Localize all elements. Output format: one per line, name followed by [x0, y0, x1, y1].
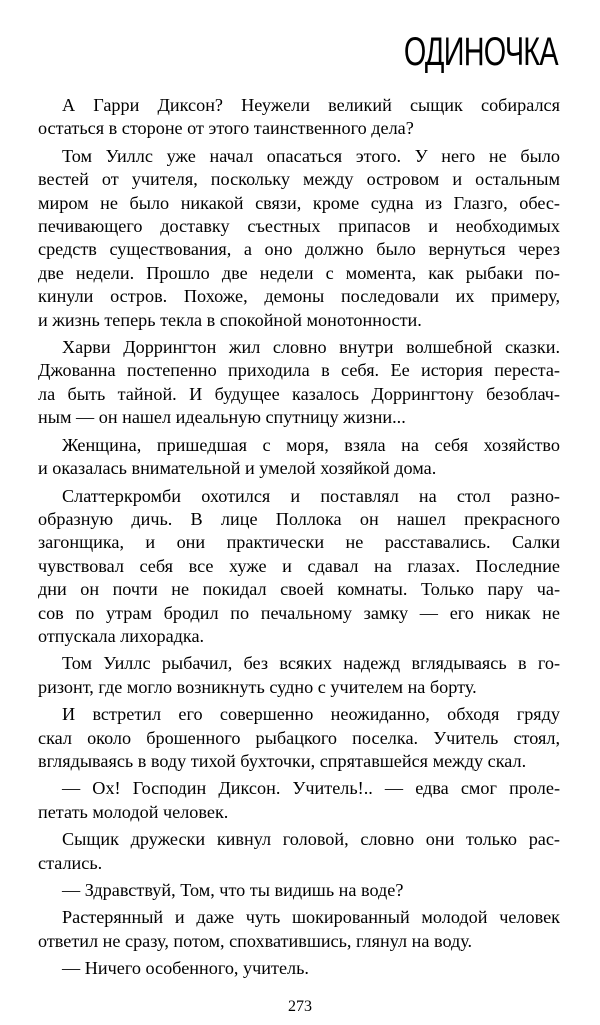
paragraph [38, 485, 560, 649]
text-line: остаться в стороне от этого таинственного дела? [38, 118, 414, 139]
paragraph [38, 145, 560, 332]
text-line: Том Уиллс уже начал опасаться этого. У него не было [62, 145, 560, 166]
text-line: Растерянный и даже чуть шокированный молодой человек [62, 907, 560, 928]
text-line: кинули остров. Похоже, демоны последовали их примеру, [38, 286, 560, 307]
text-line: Том Уиллс рыбачил, без всяких надежд вглядываясь в го- [62, 653, 560, 674]
text-line: — Ничего особенного, учитель. [62, 958, 309, 979]
text-line: вестей от учителя, поскольку между островом и остальным [38, 169, 560, 190]
text-line: загонщика, и они практически не расставались. Салки [38, 532, 560, 553]
paragraph [38, 906, 560, 953]
text-line: и жизнь теперь текла в спокойной монотонности. [38, 309, 422, 330]
paragraph [38, 94, 560, 141]
text-line: сов по утрам бродил по печальному замку — его никак не [38, 602, 560, 623]
text-line: И встретил его совершенно неожиданно, обходя гряду [62, 704, 560, 725]
paragraph [38, 828, 560, 875]
paragraph [38, 703, 560, 773]
text-line: ным — он нашел идеальную спутницу жизни... [38, 407, 406, 428]
text-line: петать молодой человек. [38, 801, 229, 822]
text-line: миром не было никакой связи, кроме судна из Глазго, обес- [38, 192, 560, 213]
text-line: вглядываясь в воду тихой бухточки, спрятавшейся между скал. [38, 750, 527, 771]
page-number: 273 [288, 998, 312, 1015]
text-line: Женщина, пришедшая с моря, взяла на себя хозяйство [62, 434, 560, 455]
text-line: скал около брошенного рыбацкого поселка. Учитель стоял, [38, 727, 560, 748]
text-line: Джованна постепенно приходила в себя. Ее история переста- [38, 360, 560, 381]
text-line: ответил не сразу, потом, спохватившись, глянул на воду. [38, 930, 473, 951]
body-text [38, 94, 560, 985]
running-title: ОДИНОЧКА [404, 30, 558, 74]
text-line: печивающего доставку съестных припасов и необходимых [38, 216, 560, 237]
text-line: Сыщик дружески кивнул головой, словно они только рас- [62, 829, 560, 850]
text-line: и оказалась внимательной и умелой хозяйкой дома. [38, 458, 437, 479]
text-line: Харви Доррингтон жил словно внутри волшебной сказки. [62, 337, 560, 358]
text-line: отпускала лихорадка. [38, 625, 205, 646]
paragraph [38, 336, 560, 430]
paragraph [38, 652, 560, 699]
text-line: А Гарри Диксон? Неужели великий сыщик собирался [62, 95, 560, 115]
text-line: ла быть тайной. И будущее казалось Доррингтону безоблач- [38, 383, 560, 404]
text-line: стались. [38, 852, 103, 873]
text-line: две недели. Прошло две недели с момента, как рыбаки по- [38, 262, 560, 283]
text-line: средств существования, а оно должно было вернуться через [38, 239, 560, 260]
paragraph [38, 434, 560, 481]
text-line: — Ох! Господин Диксон. Учитель!.. — едва смог проле- [62, 778, 560, 799]
text-line: дни он почти не покидал своей комнаты. Только пару ча- [38, 579, 560, 600]
text-line: чувствовал себя все хуже и сдавал на глазах. Последние [38, 555, 560, 576]
paragraph [38, 777, 560, 824]
paragraph [38, 879, 560, 902]
text-line: Слаттеркромби охотился и поставлял на стол разно- [62, 485, 560, 506]
paragraph [38, 957, 560, 980]
text-line: образную дичь. В лице Поллока он нашел прекрасного [38, 508, 560, 529]
text-line: — Здравствуй, Том, что ты видишь на воде? [62, 880, 404, 900]
text-line: ризонт, где могло возникнуть судно с учителем на борту. [38, 676, 477, 697]
